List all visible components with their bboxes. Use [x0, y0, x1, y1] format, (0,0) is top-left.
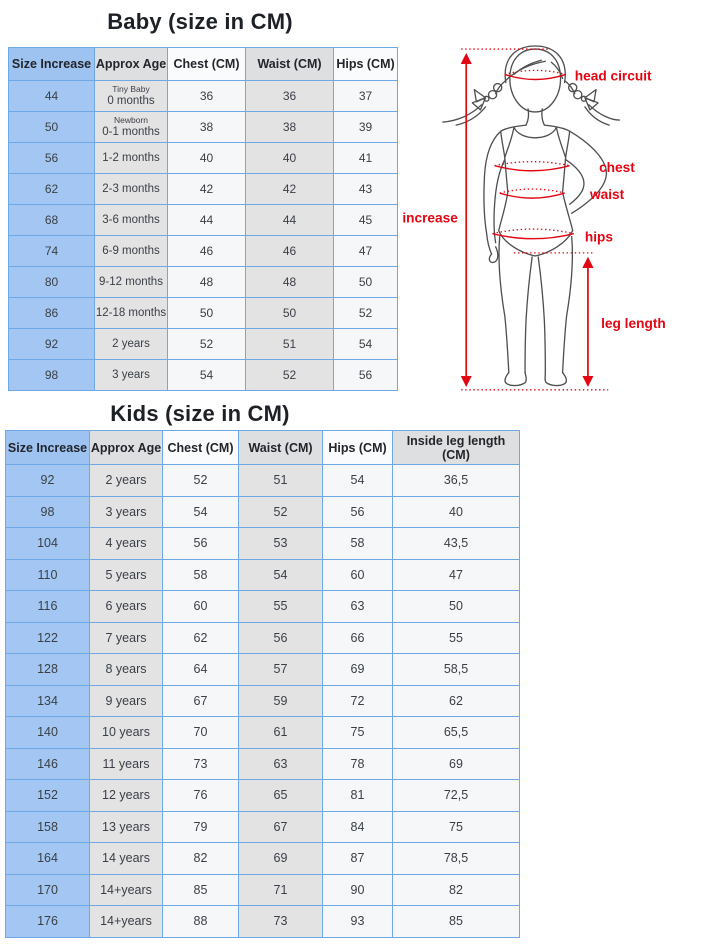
- table-row: [6, 874, 520, 906]
- cell-age: 4 years: [90, 528, 163, 560]
- cell-hips: 56: [323, 496, 393, 528]
- cell-chest: 40: [168, 143, 246, 174]
- cell-chest: 82: [163, 843, 239, 875]
- cell-hips: 69: [323, 654, 393, 686]
- cell-hips: 63: [323, 591, 393, 623]
- cell-inside_leg: 47: [393, 559, 520, 591]
- baby-table-header: [9, 48, 398, 81]
- cell-inside_leg: 62: [393, 685, 520, 717]
- cell-waist: 54: [239, 559, 323, 591]
- cell-age: 8 years: [90, 654, 163, 686]
- cell-inside_leg: 85: [393, 906, 520, 938]
- cell-hips: 37: [334, 81, 398, 112]
- table-row: [9, 329, 398, 360]
- waist-label: waist: [589, 187, 625, 203]
- cell-waist: 46: [246, 236, 334, 267]
- cell-age: [95, 112, 168, 143]
- cell-hips: 50: [334, 267, 398, 298]
- column-header-hips: Hips (CM): [334, 48, 398, 81]
- cell-age: 9-12 months: [95, 267, 168, 298]
- cell-inside_leg: 65,5: [393, 717, 520, 749]
- age-note: Newborn: [113, 115, 149, 126]
- cell-chest: 60: [163, 591, 239, 623]
- cell-waist: 59: [239, 685, 323, 717]
- cell-age: 3-6 months: [95, 205, 168, 236]
- child-figure-diagram: [400, 44, 715, 404]
- cell-size: 164: [6, 843, 90, 875]
- cell-age: 2-3 months: [95, 174, 168, 205]
- cell-inside_leg: 72,5: [393, 780, 520, 812]
- age-note: Tiny Baby: [112, 84, 150, 95]
- cell-hips: 93: [323, 906, 393, 938]
- cell-size: 92: [6, 465, 90, 497]
- table-row: [6, 465, 520, 497]
- cell-hips: 47: [334, 236, 398, 267]
- underwear: [499, 231, 573, 256]
- foot-left: [505, 373, 526, 386]
- table-row: [6, 622, 520, 654]
- head-circuit-ellipse-front: [505, 74, 566, 79]
- table-row: [6, 654, 520, 686]
- cell-hips: 84: [323, 811, 393, 843]
- cell-hips: 90: [323, 874, 393, 906]
- cell-size: 152: [6, 780, 90, 812]
- header-row: [9, 48, 398, 81]
- column-header-size: Size Increase: [9, 48, 95, 81]
- cell-inside_leg: 58,5: [393, 654, 520, 686]
- cell-waist: 61: [239, 717, 323, 749]
- cell-waist: 52: [239, 496, 323, 528]
- cell-size: 44: [9, 81, 95, 112]
- leg-right-inner: [538, 257, 545, 373]
- cell-chest: 56: [163, 528, 239, 560]
- cell-hips: 72: [323, 685, 393, 717]
- table-row: [9, 298, 398, 329]
- cell-chest: 54: [163, 496, 239, 528]
- cell-hips: 56: [334, 360, 398, 391]
- table-row: [6, 811, 520, 843]
- waist-ellipse-front: [500, 193, 565, 198]
- cell-size: 146: [6, 748, 90, 780]
- kids-size-table: [5, 430, 520, 938]
- kids-table-body: [6, 465, 520, 938]
- cell-age: 3 years: [95, 360, 168, 391]
- leg-right-outer: [563, 237, 573, 373]
- cell-waist: 65: [239, 780, 323, 812]
- cell-chest: 70: [163, 717, 239, 749]
- cell-size: 176: [6, 906, 90, 938]
- torso-left: [499, 131, 508, 230]
- cell-hips: 60: [323, 559, 393, 591]
- cell-waist: 71: [239, 874, 323, 906]
- cell-waist: 44: [246, 205, 334, 236]
- table-row: [6, 559, 520, 591]
- cell-inside_leg: 69: [393, 748, 520, 780]
- cell-age: 11 years: [90, 748, 163, 780]
- neck-right: [542, 109, 544, 125]
- table-row: [9, 360, 398, 391]
- column-header-size: Size Increase: [6, 431, 90, 465]
- cell-waist: 50: [246, 298, 334, 329]
- cell-size: 134: [6, 685, 90, 717]
- cell-chest: 38: [168, 112, 246, 143]
- leg-left-outer: [499, 237, 509, 373]
- cell-size: 80: [9, 267, 95, 298]
- cell-size: 128: [6, 654, 90, 686]
- waist-ellipse-back: [500, 189, 565, 193]
- cell-inside_leg: 40: [393, 496, 520, 528]
- cell-hips: 52: [334, 298, 398, 329]
- column-header-waist: Waist (CM): [246, 48, 334, 81]
- cell-inside_leg: 43,5: [393, 528, 520, 560]
- cell-hips: 54: [323, 465, 393, 497]
- cell-waist: 53: [239, 528, 323, 560]
- table-row: [6, 843, 520, 875]
- table-row: [9, 267, 398, 298]
- column-header-age: Approx Age: [90, 431, 163, 465]
- cell-age: 3 years: [90, 496, 163, 528]
- cell-size: 98: [6, 496, 90, 528]
- foot-right: [545, 373, 566, 386]
- cell-age: 14+years: [90, 874, 163, 906]
- cell-age: 13 years: [90, 811, 163, 843]
- kids-table-header: [6, 431, 520, 465]
- table-row: [6, 780, 520, 812]
- cell-waist: 57: [239, 654, 323, 686]
- table-row: [9, 81, 398, 112]
- cell-chest: 50: [168, 298, 246, 329]
- cell-chest: 88: [163, 906, 239, 938]
- column-header-age: Approx Age: [95, 48, 168, 81]
- tassel-left: [443, 105, 482, 122]
- cell-inside_leg: 55: [393, 622, 520, 654]
- cell-size: 110: [6, 559, 90, 591]
- cell-hips: 45: [334, 205, 398, 236]
- cell-chest: 46: [168, 236, 246, 267]
- cell-waist: 51: [246, 329, 334, 360]
- cell-chest: 58: [163, 559, 239, 591]
- cell-size: 116: [6, 591, 90, 623]
- column-header-hips: Hips (CM): [323, 431, 393, 465]
- cell-size: 104: [6, 528, 90, 560]
- baby-table-body: [9, 81, 398, 391]
- cell-chest: 52: [168, 329, 246, 360]
- tank-armhole-right: [556, 127, 565, 157]
- cell-waist: 40: [246, 143, 334, 174]
- cell-chest: 52: [163, 465, 239, 497]
- cell-waist: 48: [246, 267, 334, 298]
- cell-inside_leg: 75: [393, 811, 520, 843]
- cell-size: 122: [6, 622, 90, 654]
- cell-hips: 41: [334, 143, 398, 174]
- cell-age: 12 years: [90, 780, 163, 812]
- cell-waist: 55: [239, 591, 323, 623]
- cell-waist: 73: [239, 906, 323, 938]
- face-outline: [510, 49, 561, 112]
- table-row: [9, 236, 398, 267]
- cell-age: 6-9 months: [95, 236, 168, 267]
- hand-left: [489, 247, 497, 263]
- cell-hips: 43: [334, 174, 398, 205]
- increase-label: increase: [402, 210, 458, 226]
- cell-size: 50: [9, 112, 95, 143]
- column-header-inside_leg: Inside leg length (CM): [393, 431, 520, 465]
- table-row: [9, 143, 398, 174]
- table-row: [9, 174, 398, 205]
- cell-waist: 52: [246, 360, 334, 391]
- age-value: 0-1 months: [102, 125, 160, 138]
- cell-hips: 58: [323, 528, 393, 560]
- torso-right: [563, 131, 573, 230]
- cell-age: 5 years: [90, 559, 163, 591]
- cell-age: 10 years: [90, 717, 163, 749]
- cell-waist: 42: [246, 174, 334, 205]
- cell-hips: 54: [334, 329, 398, 360]
- head-circuit-label: head circuit: [574, 68, 652, 84]
- hips-ellipse-front: [493, 234, 574, 239]
- kids-section-title: Kids (size in CM): [110, 401, 290, 426]
- column-header-waist: Waist (CM): [239, 431, 323, 465]
- header-row: [6, 431, 520, 465]
- cell-waist: 67: [239, 811, 323, 843]
- cell-size: 86: [9, 298, 95, 329]
- cell-inside_leg: 82: [393, 874, 520, 906]
- cell-hips: 66: [323, 622, 393, 654]
- cell-age: 2 years: [90, 465, 163, 497]
- table-row: [6, 591, 520, 623]
- cell-age: 7 years: [90, 622, 163, 654]
- chest-label: chest: [599, 159, 635, 175]
- leg-length-label: leg length: [601, 315, 666, 331]
- cell-age: 6 years: [90, 591, 163, 623]
- child-sketch: [443, 46, 619, 386]
- cell-inside_leg: 78,5: [393, 843, 520, 875]
- cell-chest: 79: [163, 811, 239, 843]
- neck-left: [526, 109, 528, 125]
- age-value: 0 months: [107, 94, 155, 107]
- cell-chest: 76: [163, 780, 239, 812]
- cell-waist: 63: [239, 748, 323, 780]
- table-row: [6, 717, 520, 749]
- cell-chest: 42: [168, 174, 246, 205]
- cell-age: 1-2 months: [95, 143, 168, 174]
- cell-chest: 67: [163, 685, 239, 717]
- measurement-figure: [400, 44, 715, 404]
- cell-size: 98: [9, 360, 95, 391]
- braid-right-loop: [574, 91, 582, 99]
- cell-inside_leg: 36,5: [393, 465, 520, 497]
- leg-left-inner: [525, 257, 532, 373]
- cell-size: 158: [6, 811, 90, 843]
- cell-waist: 51: [239, 465, 323, 497]
- cell-size: 56: [9, 143, 95, 174]
- column-header-chest: Chest (CM): [163, 431, 239, 465]
- cell-size: 74: [9, 236, 95, 267]
- table-row: [9, 205, 398, 236]
- cell-chest: 85: [163, 874, 239, 906]
- cell-waist: 56: [239, 622, 323, 654]
- cell-chest: 64: [163, 654, 239, 686]
- cell-hips: 87: [323, 843, 393, 875]
- tank-neckline: [514, 127, 557, 138]
- measurement-overlays: [402, 49, 665, 390]
- column-header-chest: Chest (CM): [168, 48, 246, 81]
- braid-left-loop: [489, 91, 497, 99]
- cell-size: 62: [9, 174, 95, 205]
- cell-chest: 44: [168, 205, 246, 236]
- cell-age: 14+years: [90, 906, 163, 938]
- cell-chest: 54: [168, 360, 246, 391]
- cell-age: 14 years: [90, 843, 163, 875]
- cell-hips: 81: [323, 780, 393, 812]
- cell-age: [95, 81, 168, 112]
- table-row: [9, 112, 398, 143]
- table-row: [6, 496, 520, 528]
- cell-age: 2 years: [95, 329, 168, 360]
- cell-hips: 75: [323, 717, 393, 749]
- cell-waist: 36: [246, 81, 334, 112]
- cell-size: 140: [6, 717, 90, 749]
- cell-chest: 36: [168, 81, 246, 112]
- cell-hips: 39: [334, 112, 398, 143]
- tank-armhole-left: [505, 127, 514, 157]
- cell-hips: 78: [323, 748, 393, 780]
- table-row: [6, 528, 520, 560]
- cell-age: 12-18 months: [95, 298, 168, 329]
- baby-section-title: Baby (size in CM): [107, 9, 293, 34]
- cell-chest: 62: [163, 622, 239, 654]
- hips-label: hips: [584, 229, 614, 245]
- table-row: [6, 685, 520, 717]
- cell-size: 68: [9, 205, 95, 236]
- cell-age: 9 years: [90, 685, 163, 717]
- cell-size: 170: [6, 874, 90, 906]
- cell-size: 92: [9, 329, 95, 360]
- table-row: [6, 748, 520, 780]
- baby-size-table: [8, 47, 398, 391]
- cell-waist: 69: [239, 843, 323, 875]
- cell-inside_leg: 50: [393, 591, 520, 623]
- hips-ellipse-back: [493, 229, 574, 234]
- table-row: [6, 906, 520, 938]
- cell-waist: 38: [246, 112, 334, 143]
- cell-chest: 73: [163, 748, 239, 780]
- cell-chest: 48: [168, 267, 246, 298]
